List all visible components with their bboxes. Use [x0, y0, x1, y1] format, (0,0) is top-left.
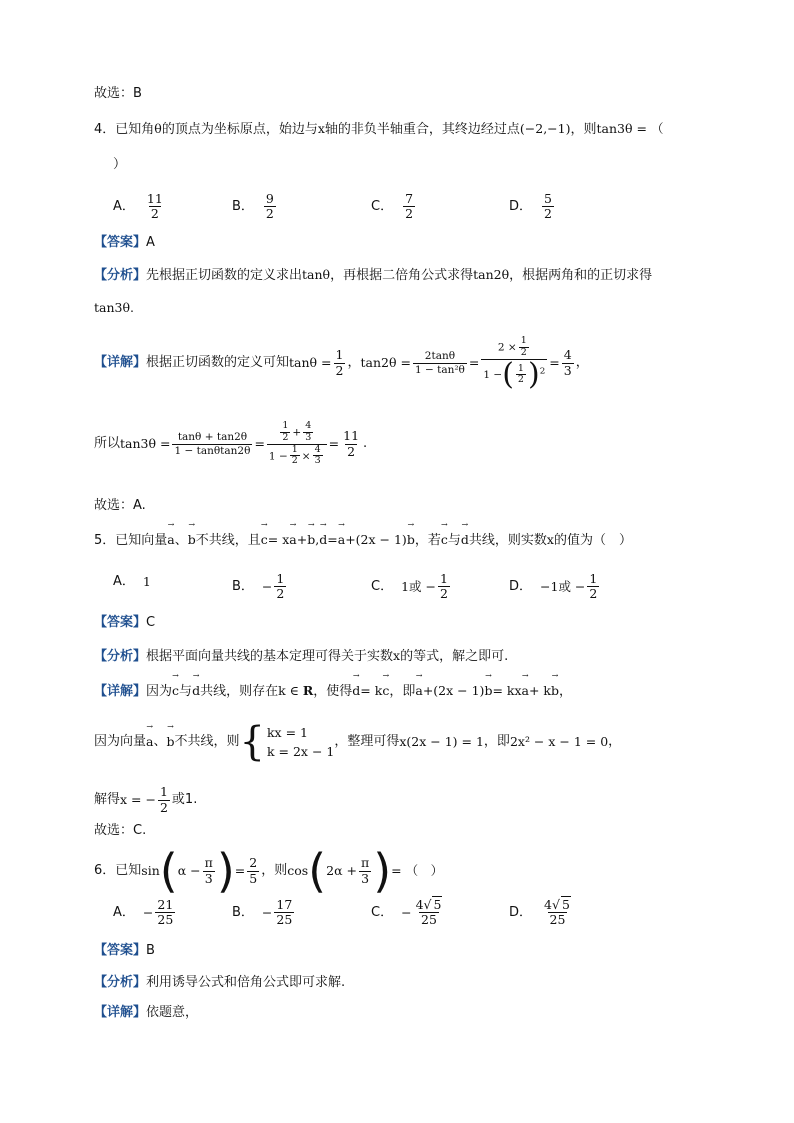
fraction-denominator: 2 — [276, 586, 285, 602]
option-value: − — [261, 904, 273, 920]
option-label: A． — [113, 574, 135, 589]
option-label: B． — [232, 198, 254, 214]
fraction-denominator: 2 — [265, 206, 274, 222]
equation-system: { kx = 1 k = 2x − 1 — [239, 719, 335, 765]
q4-choice: 故选：A. — [94, 498, 146, 513]
fraction-numerator: 9 — [265, 191, 274, 206]
fraction: $\frac{\pi}{3}$ — [360, 855, 370, 886]
sqrt-sign: √ — [551, 897, 560, 912]
fraction-denominator: 2 — [589, 586, 598, 602]
fraction — [587, 572, 599, 602]
q5-stem: 5．已知向量→ a、→ b不共线，且→ c= x→ a+→ b,→ d=→ a+(2x − 1)→ b，若→ c与→ d共线，则实数x的值为（ ） — [94, 530, 632, 551]
fraction-nested: $\frac{1}{2}$ + $\frac{4}{3}$ 1 − $\frac{1}{2}$ × $\frac{4}{3}$ — [267, 421, 327, 468]
fraction — [264, 192, 276, 222]
fraction-numerator: 11 — [146, 191, 163, 206]
fraction-nested: 2 × $\frac{1}{2}$ 1 −( $\frac{1}{2}$ )$^2$ — [483, 335, 546, 392]
q4-analysis: 【分析】先根据正切函数的定义求出tanθ，再根据二倍角公式求得tan2θ，根据两角和的正切求得 — [94, 267, 653, 283]
q5-answer: 【答案】C — [94, 615, 156, 630]
option-value: − — [142, 904, 154, 920]
fraction-denominator: 25 — [421, 912, 437, 928]
option-label: A． — [113, 198, 135, 214]
fraction-denominator: 25 — [276, 912, 293, 928]
fraction-numerator: 21 — [157, 897, 174, 912]
option-label: D． — [509, 198, 533, 214]
fraction: $\frac{11}{2}$ — [343, 428, 360, 459]
option-value: − — [401, 904, 412, 920]
q4-option-d[interactable] — [509, 192, 556, 222]
q4-stem: 4．已知角θ的顶点为坐标原点，始边与x轴的非负半轴重合，其终边经过点(−2,−1)，则tan3θ = （ — [94, 121, 664, 137]
fraction-numerator: 5 — [544, 191, 552, 206]
fraction-numerator: 4√ 5 — [544, 897, 570, 912]
fraction: $\frac{2}{5}$ — [249, 855, 258, 886]
q5-analysis: 【分析】根据平面向量共线的基本定理可得关于实数x的等式，解之即可. — [94, 648, 509, 664]
q5-because: 因为向量 → a 、 → b 不共线，则 { kx = 1 k = 2x − 1 ，整理可得 x(2x − 1) = 1 ，即 2x² − x − 1 = 0 ， — [94, 718, 621, 766]
q6-analysis: 【分析】利用诱导公式和倍角公式即可求解. — [94, 975, 346, 990]
q4-so: 所以 tan3θ = $\frac{\tan\theta + \tan 2\theta}{1 - \tan\theta\tan 2\theta}$ = $\frac{1}{2}$ + $\frac{4}{3}$ 1 − $\frac{1}{2}$ × $\frac{4}{3}$ = $\frac{11}{2}$ . — [94, 419, 368, 467]
q5-option-d[interactable] — [509, 572, 601, 602]
fraction-numerator: 7 — [405, 191, 414, 206]
option-value: − — [261, 578, 273, 594]
option-value: −1或 − — [540, 578, 586, 594]
q6-detail: 【详解】依题意， — [94, 1005, 199, 1020]
sqrt-radicand: 5 — [561, 897, 570, 912]
fraction — [542, 898, 573, 928]
q4-option-b[interactable] — [232, 192, 278, 222]
fraction-numerator: 1 — [276, 571, 285, 586]
fraction — [438, 572, 450, 602]
q4-analysis-line2: tan3θ. — [94, 300, 134, 315]
option-label: C． — [371, 198, 394, 214]
option-label: C． — [371, 578, 394, 594]
fraction — [145, 192, 165, 222]
fraction-denominator: 25 — [549, 912, 566, 928]
fraction: $\frac{1}{2}$ — [159, 784, 168, 815]
fraction — [414, 898, 445, 928]
fraction-numerator: 4√ 5 — [415, 897, 442, 912]
fraction: $\frac{1}{2}$ — [335, 347, 344, 378]
q5-option-b[interactable] — [232, 572, 288, 602]
q6-option-c[interactable] — [371, 898, 446, 928]
q5-solve: 解得 x = − $\frac{1}{2}$ 或1. — [94, 784, 198, 815]
q5-options — [113, 572, 673, 602]
fraction-denominator: 2 — [544, 206, 552, 222]
fraction: $\frac{\tan\theta + \tan 2\theta}{1 - \tan\theta\tan 2\theta}$ — [174, 431, 251, 457]
option-label: A． — [113, 904, 135, 920]
option-label: C． — [371, 904, 394, 920]
fraction: $\frac{\pi}{3}$ — [204, 855, 213, 886]
sqrt-sign: √ — [423, 897, 432, 912]
q5-option-c[interactable] — [371, 572, 452, 602]
fraction: $\frac{4}{3}$ — [563, 347, 572, 378]
q4-option-c[interactable] — [371, 192, 417, 222]
q6-option-a[interactable] — [113, 898, 177, 928]
q4-options — [113, 192, 673, 222]
fraction-denominator: 25 — [157, 912, 174, 928]
fraction — [403, 192, 415, 222]
fraction — [542, 192, 554, 222]
fraction-denominator: 2 — [150, 206, 159, 222]
option-value: 1 — [142, 574, 151, 589]
option-label: D． — [509, 578, 533, 594]
q5-detail: 【详解】因为→ c与→ d共线，则存在k ∈ R，使得→ d= k→ c，即→ a+(2x − 1)→ b= kx→ a+ k→ b， — [94, 681, 572, 702]
fraction-numerator: 1 — [439, 571, 448, 586]
q5-option-a[interactable] — [113, 572, 151, 592]
fraction — [274, 572, 286, 602]
sqrt-radicand: 5 — [433, 897, 442, 912]
fraction — [274, 898, 294, 928]
q6-answer: 【答案】B — [94, 943, 155, 958]
fraction: $\frac{2\tan\theta}{\text{1 − tan²θ}}$ — [414, 350, 465, 376]
option-label: B． — [232, 578, 254, 594]
prev-choice: 故选：B — [94, 86, 142, 101]
option-label: D． — [509, 904, 533, 920]
q4-stem-close: ） — [113, 157, 127, 172]
q4-detail: 【详解】 根据正切函数的定义可知 tanθ = $\frac{1}{2}$ ， tan2θ = $\frac{2\tan\theta}{\text{1 − tan²θ}}$ = 2 × $\frac{1}{2}$ 1 −( $\frac{1}{2}$ )$^2$ = $\frac{4}{3}$ ， — [94, 335, 589, 392]
fraction — [155, 898, 175, 928]
q5-choice: 故选：C. — [94, 823, 147, 838]
fraction-numerator: 1 — [589, 571, 598, 586]
q6-options — [113, 898, 673, 934]
q6-option-b[interactable] — [232, 898, 296, 928]
fraction-numerator: 17 — [276, 897, 293, 912]
fraction-denominator: 2 — [439, 586, 448, 602]
q4-answer: 【答案】A — [94, 235, 155, 250]
fraction-denominator: 2 — [405, 206, 414, 222]
q4-option-a[interactable] — [113, 192, 167, 222]
q6-stem: 6．已知 sin ( α − $\frac{\pi}{3}$ ) = $\frac{2}{5}$ ，则 cos ( 2α + $\frac{\pi}{3}$ ) = （ ） — [94, 844, 444, 898]
option-value: 1或 − — [401, 578, 436, 594]
option-label: B． — [232, 904, 254, 920]
q6-option-d[interactable] — [509, 898, 575, 928]
